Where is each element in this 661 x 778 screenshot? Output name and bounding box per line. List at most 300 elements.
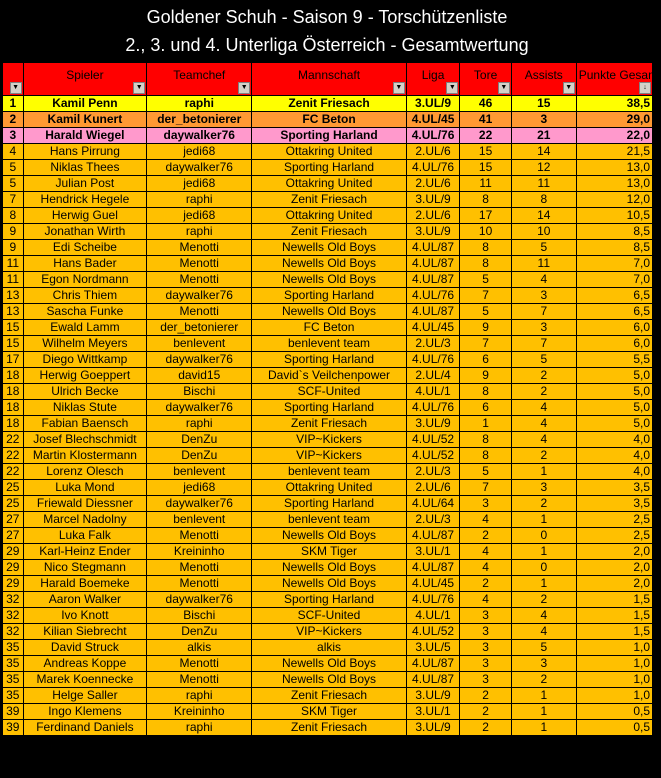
cell-league: 3.UL/1 bbox=[406, 704, 460, 720]
cell-teamchef: benlevent bbox=[147, 464, 252, 480]
cell-league: 4.UL/76 bbox=[406, 592, 460, 608]
cell-points: 5,0 bbox=[576, 400, 652, 416]
cell-league: 3.UL/9 bbox=[406, 224, 460, 240]
cell-rank: 29 bbox=[3, 576, 24, 592]
cell-teamchef: daywalker76 bbox=[147, 592, 252, 608]
cell-team: Newells Old Boys bbox=[252, 576, 407, 592]
cell-points: 1,0 bbox=[576, 688, 652, 704]
cell-points: 8,5 bbox=[576, 224, 652, 240]
cell-league: 4.UL/64 bbox=[406, 496, 460, 512]
cell-points: 13,0 bbox=[576, 176, 652, 192]
cell-assists: 4 bbox=[511, 272, 576, 288]
cell-player: Kamil Penn bbox=[23, 96, 147, 112]
cell-teamchef: der_betonierer bbox=[147, 320, 252, 336]
filter-dropdown-icon[interactable]: ↓ bbox=[639, 82, 651, 94]
cell-league: 4.UL/45 bbox=[406, 320, 460, 336]
cell-team: Newells Old Boys bbox=[252, 656, 407, 672]
table-row bbox=[3, 448, 653, 464]
column-header-team[interactable] bbox=[252, 63, 407, 96]
table-row bbox=[3, 96, 653, 112]
column-header-rank[interactable] bbox=[3, 63, 24, 96]
cell-team: VIP~Kickers bbox=[252, 448, 407, 464]
cell-points: 29,0 bbox=[576, 112, 652, 128]
cell-goals: 2 bbox=[460, 576, 512, 592]
cell-assists: 4 bbox=[511, 432, 576, 448]
cell-teamchef: der_betonierer bbox=[147, 112, 252, 128]
cell-goals: 3 bbox=[460, 640, 512, 656]
cell-goals: 4 bbox=[460, 544, 512, 560]
cell-points: 1,0 bbox=[576, 640, 652, 656]
cell-teamchef: Kreininho bbox=[147, 704, 252, 720]
cell-league: 4.UL/76 bbox=[406, 128, 460, 144]
cell-team: Sporting Harland bbox=[252, 352, 407, 368]
cell-rank: 3 bbox=[3, 128, 24, 144]
table-row bbox=[3, 512, 653, 528]
cell-assists: 7 bbox=[511, 304, 576, 320]
cell-league: 4.UL/76 bbox=[406, 400, 460, 416]
cell-rank: 35 bbox=[3, 640, 24, 656]
cell-player: Ferdinand Daniels bbox=[23, 720, 147, 736]
cell-team: Zenit Friesach bbox=[252, 416, 407, 432]
page-subtitle: 2., 3. und 4. Unterliga Österreich - Gesamtwertung bbox=[125, 35, 529, 55]
column-header-assists[interactable] bbox=[511, 63, 576, 96]
cell-player: Kilian Siebrecht bbox=[23, 624, 147, 640]
cell-goals: 46 bbox=[460, 96, 512, 112]
cell-points: 0,5 bbox=[576, 704, 652, 720]
cell-team: FC Beton bbox=[252, 320, 407, 336]
cell-assists: 1 bbox=[511, 688, 576, 704]
cell-assists: 0 bbox=[511, 528, 576, 544]
column-header-player[interactable] bbox=[23, 63, 147, 96]
cell-goals: 6 bbox=[460, 400, 512, 416]
cell-assists: 2 bbox=[511, 592, 576, 608]
cell-team: SKM Tiger bbox=[252, 544, 407, 560]
cell-teamchef: daywalker76 bbox=[147, 160, 252, 176]
cell-teamchef: daywalker76 bbox=[147, 288, 252, 304]
cell-rank: 25 bbox=[3, 480, 24, 496]
cell-team: alkis bbox=[252, 640, 407, 656]
cell-player: Helge Saller bbox=[23, 688, 147, 704]
table-row bbox=[3, 608, 653, 624]
cell-goals: 8 bbox=[460, 256, 512, 272]
cell-points: 7,0 bbox=[576, 272, 652, 288]
table-row bbox=[3, 368, 653, 384]
cell-goals: 10 bbox=[460, 224, 512, 240]
cell-teamchef: alkis bbox=[147, 640, 252, 656]
table-row bbox=[3, 112, 653, 128]
cell-points: 7,0 bbox=[576, 256, 652, 272]
cell-teamchef: Menotti bbox=[147, 656, 252, 672]
table-row bbox=[3, 160, 653, 176]
cell-teamchef: DenZu bbox=[147, 448, 252, 464]
filter-dropdown-icon[interactable]: ▼ bbox=[10, 82, 22, 94]
cell-league: 2.UL/4 bbox=[406, 368, 460, 384]
cell-teamchef: raphi bbox=[147, 720, 252, 736]
cell-points: 2,0 bbox=[576, 576, 652, 592]
cell-teamchef: Menotti bbox=[147, 240, 252, 256]
filter-dropdown-icon[interactable]: ▼ bbox=[498, 82, 510, 94]
cell-assists: 21 bbox=[511, 128, 576, 144]
cell-points: 13,0 bbox=[576, 160, 652, 176]
cell-team: Zenit Friesach bbox=[252, 96, 407, 112]
cell-points: 2,0 bbox=[576, 560, 652, 576]
cell-league: 4.UL/87 bbox=[406, 672, 460, 688]
cell-points: 2,5 bbox=[576, 528, 652, 544]
cell-goals: 3 bbox=[460, 608, 512, 624]
cell-assists: 4 bbox=[511, 608, 576, 624]
cell-assists: 5 bbox=[511, 640, 576, 656]
cell-goals: 41 bbox=[460, 112, 512, 128]
cell-points: 10,5 bbox=[576, 208, 652, 224]
cell-points: 5,0 bbox=[576, 368, 652, 384]
cell-teamchef: raphi bbox=[147, 688, 252, 704]
column-header-goals[interactable] bbox=[460, 63, 512, 96]
cell-player: Niklas Stute bbox=[23, 400, 147, 416]
cell-assists: 1 bbox=[511, 576, 576, 592]
cell-teamchef: jedi68 bbox=[147, 176, 252, 192]
cell-teamchef: Menotti bbox=[147, 528, 252, 544]
cell-league: 4.UL/45 bbox=[406, 576, 460, 592]
cell-goals: 15 bbox=[460, 160, 512, 176]
column-header-label: Punkte Gesamt bbox=[578, 67, 661, 82]
cell-league: 3.UL/9 bbox=[406, 192, 460, 208]
cell-player: Sascha Funke bbox=[23, 304, 147, 320]
cell-player: Nico Stegmann bbox=[23, 560, 147, 576]
cell-player: Martin Klostermann bbox=[23, 448, 147, 464]
column-header-label: Mannschaft bbox=[298, 67, 361, 82]
cell-goals: 9 bbox=[460, 368, 512, 384]
cell-team: Newells Old Boys bbox=[252, 672, 407, 688]
cell-player: Marek Koennecke bbox=[23, 672, 147, 688]
cell-league: 2.UL/3 bbox=[406, 336, 460, 352]
cell-points: 5,5 bbox=[576, 352, 652, 368]
table-row bbox=[3, 192, 653, 208]
cell-rank: 2 bbox=[3, 112, 24, 128]
cell-team: Newells Old Boys bbox=[252, 256, 407, 272]
cell-points: 1,0 bbox=[576, 656, 652, 672]
cell-league: 4.UL/1 bbox=[406, 608, 460, 624]
cell-assists: 8 bbox=[511, 192, 576, 208]
cell-goals: 3 bbox=[460, 496, 512, 512]
table-row bbox=[3, 304, 653, 320]
cell-rank: 39 bbox=[3, 704, 24, 720]
cell-points: 4,0 bbox=[576, 464, 652, 480]
cell-player: Marcel Nadolny bbox=[23, 512, 147, 528]
cell-rank: 35 bbox=[3, 672, 24, 688]
filter-dropdown-icon[interactable]: ▼ bbox=[393, 82, 405, 94]
column-header-points[interactable] bbox=[576, 63, 661, 96]
cell-goals: 6 bbox=[460, 352, 512, 368]
cell-goals: 3 bbox=[460, 672, 512, 688]
cell-rank: 29 bbox=[3, 560, 24, 576]
cell-points: 1,5 bbox=[576, 624, 652, 640]
cell-team: benlevent team bbox=[252, 336, 407, 352]
cell-assists: 11 bbox=[511, 256, 576, 272]
cell-player: Ivo Knott bbox=[23, 608, 147, 624]
cell-assists: 3 bbox=[511, 288, 576, 304]
cell-team: Sporting Harland bbox=[252, 160, 407, 176]
cell-assists: 11 bbox=[511, 176, 576, 192]
cell-team: Ottakring United bbox=[252, 208, 407, 224]
cell-assists: 5 bbox=[511, 352, 576, 368]
cell-teamchef: Menotti bbox=[147, 576, 252, 592]
cell-team: David`s Veilchenpower bbox=[252, 368, 407, 384]
cell-rank: 32 bbox=[3, 608, 24, 624]
table-row bbox=[3, 720, 653, 736]
cell-assists: 14 bbox=[511, 208, 576, 224]
cell-player: Jonathan Wirth bbox=[23, 224, 147, 240]
cell-assists: 2 bbox=[511, 448, 576, 464]
cell-goals: 8 bbox=[460, 384, 512, 400]
cell-player: Harald Boemeke bbox=[23, 576, 147, 592]
cell-player: Ulrich Becke bbox=[23, 384, 147, 400]
cell-team: Zenit Friesach bbox=[252, 688, 407, 704]
cell-points: 4,0 bbox=[576, 448, 652, 464]
cell-teamchef: Menotti bbox=[147, 272, 252, 288]
cell-points: 2,0 bbox=[576, 544, 652, 560]
cell-team: Sporting Harland bbox=[252, 288, 407, 304]
cell-rank: 13 bbox=[3, 288, 24, 304]
cell-goals: 1 bbox=[460, 416, 512, 432]
column-header-label: Assists bbox=[524, 67, 563, 82]
cell-league: 3.UL/9 bbox=[406, 720, 460, 736]
cell-teamchef: DenZu bbox=[147, 432, 252, 448]
cell-assists: 1 bbox=[511, 512, 576, 528]
cell-team: SKM Tiger bbox=[252, 704, 407, 720]
filter-dropdown-icon[interactable]: ▼ bbox=[238, 82, 250, 94]
scorer-table bbox=[2, 62, 661, 736]
cell-league: 3.UL/1 bbox=[406, 544, 460, 560]
cell-teamchef: Menotti bbox=[147, 560, 252, 576]
cell-team: SCF-United bbox=[252, 384, 407, 400]
cell-goals: 4 bbox=[460, 592, 512, 608]
cell-league: 3.UL/9 bbox=[406, 96, 460, 112]
cell-goals: 22 bbox=[460, 128, 512, 144]
cell-player: Kamil Kunert bbox=[23, 112, 147, 128]
cell-rank: 5 bbox=[3, 160, 24, 176]
header-row bbox=[3, 63, 653, 96]
cell-points: 22,0 bbox=[576, 128, 652, 144]
cell-team: Sporting Harland bbox=[252, 128, 407, 144]
cell-teamchef: jedi68 bbox=[147, 208, 252, 224]
table-row bbox=[3, 288, 653, 304]
cell-teamchef: daywalker76 bbox=[147, 400, 252, 416]
cell-league: 3.UL/5 bbox=[406, 640, 460, 656]
table-row bbox=[3, 240, 653, 256]
cell-assists: 2 bbox=[511, 384, 576, 400]
cell-player: Aaron Walker bbox=[23, 592, 147, 608]
cell-rank: 11 bbox=[3, 256, 24, 272]
cell-team: VIP~Kickers bbox=[252, 624, 407, 640]
title-banner bbox=[0, 0, 654, 62]
cell-points: 3,5 bbox=[576, 480, 652, 496]
cell-team: Ottakring United bbox=[252, 480, 407, 496]
cell-player: Edi Scheibe bbox=[23, 240, 147, 256]
table-row bbox=[3, 144, 653, 160]
table-row bbox=[3, 640, 653, 656]
cell-team: Ottakring United bbox=[252, 176, 407, 192]
cell-assists: 10 bbox=[511, 224, 576, 240]
cell-rank: 32 bbox=[3, 592, 24, 608]
cell-league: 2.UL/6 bbox=[406, 176, 460, 192]
cell-league: 4.UL/87 bbox=[406, 560, 460, 576]
cell-league: 4.UL/52 bbox=[406, 624, 460, 640]
cell-goals: 5 bbox=[460, 272, 512, 288]
cell-points: 8,5 bbox=[576, 240, 652, 256]
cell-points: 1,5 bbox=[576, 608, 652, 624]
cell-assists: 4 bbox=[511, 624, 576, 640]
cell-points: 6,0 bbox=[576, 336, 652, 352]
cell-rank: 22 bbox=[3, 464, 24, 480]
cell-teamchef: Bischi bbox=[147, 608, 252, 624]
cell-league: 4.UL/87 bbox=[406, 272, 460, 288]
cell-teamchef: Menotti bbox=[147, 672, 252, 688]
table-row bbox=[3, 128, 653, 144]
cell-team: Ottakring United bbox=[252, 144, 407, 160]
cell-rank: 5 bbox=[3, 176, 24, 192]
column-header-league[interactable] bbox=[406, 63, 460, 96]
cell-player: Julian Post bbox=[23, 176, 147, 192]
cell-points: 0,5 bbox=[576, 720, 652, 736]
cell-points: 38,5 bbox=[576, 96, 652, 112]
filter-dropdown-icon[interactable]: ▼ bbox=[446, 82, 458, 94]
cell-team: benlevent team bbox=[252, 512, 407, 528]
filter-dropdown-icon[interactable]: ▼ bbox=[563, 82, 575, 94]
cell-points: 5,0 bbox=[576, 416, 652, 432]
cell-teamchef: david15 bbox=[147, 368, 252, 384]
cell-assists: 1 bbox=[511, 544, 576, 560]
cell-player: Diego Wittkamp bbox=[23, 352, 147, 368]
cell-teamchef: Menotti bbox=[147, 304, 252, 320]
cell-player: Luka Mond bbox=[23, 480, 147, 496]
cell-player: Herwig Goeppert bbox=[23, 368, 147, 384]
cell-team: Sporting Harland bbox=[252, 400, 407, 416]
cell-team: Sporting Harland bbox=[252, 592, 407, 608]
cell-league: 4.UL/76 bbox=[406, 352, 460, 368]
cell-goals: 2 bbox=[460, 688, 512, 704]
cell-rank: 4 bbox=[3, 144, 24, 160]
cell-assists: 5 bbox=[511, 240, 576, 256]
cell-league: 4.UL/1 bbox=[406, 384, 460, 400]
cell-teamchef: raphi bbox=[147, 416, 252, 432]
cell-assists: 3 bbox=[511, 320, 576, 336]
cell-assists: 3 bbox=[511, 480, 576, 496]
cell-assists: 2 bbox=[511, 496, 576, 512]
cell-points: 1,0 bbox=[576, 672, 652, 688]
cell-player: Hans Pirrung bbox=[23, 144, 147, 160]
cell-rank: 35 bbox=[3, 688, 24, 704]
cell-team: Newells Old Boys bbox=[252, 528, 407, 544]
cell-league: 4.UL/87 bbox=[406, 656, 460, 672]
table-body bbox=[3, 96, 653, 736]
cell-assists: 15 bbox=[511, 96, 576, 112]
cell-team: Newells Old Boys bbox=[252, 240, 407, 256]
table-row bbox=[3, 384, 653, 400]
cell-teamchef: jedi68 bbox=[147, 480, 252, 496]
cell-team: Sporting Harland bbox=[252, 496, 407, 512]
cell-player: Ingo Klemens bbox=[23, 704, 147, 720]
cell-rank: 1 bbox=[3, 96, 24, 112]
cell-league: 4.UL/87 bbox=[406, 240, 460, 256]
cell-rank: 29 bbox=[3, 544, 24, 560]
cell-goals: 2 bbox=[460, 528, 512, 544]
cell-goals: 8 bbox=[460, 192, 512, 208]
table-row bbox=[3, 480, 653, 496]
cell-player: Lorenz Olesch bbox=[23, 464, 147, 480]
cell-team: Zenit Friesach bbox=[252, 192, 407, 208]
cell-rank: 18 bbox=[3, 368, 24, 384]
cell-team: Newells Old Boys bbox=[252, 272, 407, 288]
cell-assists: 2 bbox=[511, 672, 576, 688]
cell-assists: 1 bbox=[511, 464, 576, 480]
cell-teamchef: daywalker76 bbox=[147, 496, 252, 512]
column-header-teamchef[interactable] bbox=[147, 63, 252, 96]
cell-assists: 0 bbox=[511, 560, 576, 576]
cell-league: 2.UL/3 bbox=[406, 464, 460, 480]
cell-points: 6,0 bbox=[576, 320, 652, 336]
cell-points: 1,5 bbox=[576, 592, 652, 608]
cell-league: 2.UL/6 bbox=[406, 208, 460, 224]
table-row bbox=[3, 496, 653, 512]
cell-rank: 18 bbox=[3, 400, 24, 416]
table-row bbox=[3, 320, 653, 336]
cell-teamchef: daywalker76 bbox=[147, 352, 252, 368]
table-row bbox=[3, 224, 653, 240]
cell-team: benlevent team bbox=[252, 464, 407, 480]
cell-player: Josef Blechschmidt bbox=[23, 432, 147, 448]
column-header-label: Teamchef bbox=[173, 67, 226, 82]
table-row bbox=[3, 688, 653, 704]
table-row bbox=[3, 208, 653, 224]
table-row bbox=[3, 464, 653, 480]
cell-player: Hendrick Hegele bbox=[23, 192, 147, 208]
cell-player: Niklas Thees bbox=[23, 160, 147, 176]
cell-goals: 8 bbox=[460, 448, 512, 464]
cell-rank: 22 bbox=[3, 448, 24, 464]
cell-teamchef: Menotti bbox=[147, 256, 252, 272]
cell-rank: 15 bbox=[3, 336, 24, 352]
cell-goals: 5 bbox=[460, 304, 512, 320]
cell-rank: 39 bbox=[3, 720, 24, 736]
cell-assists: 4 bbox=[511, 400, 576, 416]
cell-teamchef: benlevent bbox=[147, 336, 252, 352]
cell-goals: 7 bbox=[460, 288, 512, 304]
cell-assists: 3 bbox=[511, 656, 576, 672]
cell-points: 21,5 bbox=[576, 144, 652, 160]
cell-goals: 3 bbox=[460, 624, 512, 640]
column-header-label: Tore bbox=[473, 67, 498, 82]
cell-player: Harald Wiegel bbox=[23, 128, 147, 144]
page-title: Goldener Schuh - Saison 9 - Torschützenliste bbox=[146, 7, 508, 27]
table-row bbox=[3, 256, 653, 272]
cell-points: 2,5 bbox=[576, 512, 652, 528]
cell-rank: 7 bbox=[3, 192, 24, 208]
cell-teamchef: raphi bbox=[147, 192, 252, 208]
cell-team: FC Beton bbox=[252, 112, 407, 128]
cell-league: 2.UL/6 bbox=[406, 144, 460, 160]
table-row bbox=[3, 176, 653, 192]
cell-goals: 11 bbox=[460, 176, 512, 192]
filter-dropdown-icon[interactable]: ▼ bbox=[133, 82, 145, 94]
cell-teamchef: daywalker76 bbox=[147, 128, 252, 144]
column-header-label: Liga bbox=[421, 67, 445, 82]
table-row bbox=[3, 400, 653, 416]
cell-assists: 7 bbox=[511, 336, 576, 352]
cell-goals: 4 bbox=[460, 512, 512, 528]
table-row bbox=[3, 272, 653, 288]
cell-team: Newells Old Boys bbox=[252, 560, 407, 576]
cell-rank: 18 bbox=[3, 416, 24, 432]
